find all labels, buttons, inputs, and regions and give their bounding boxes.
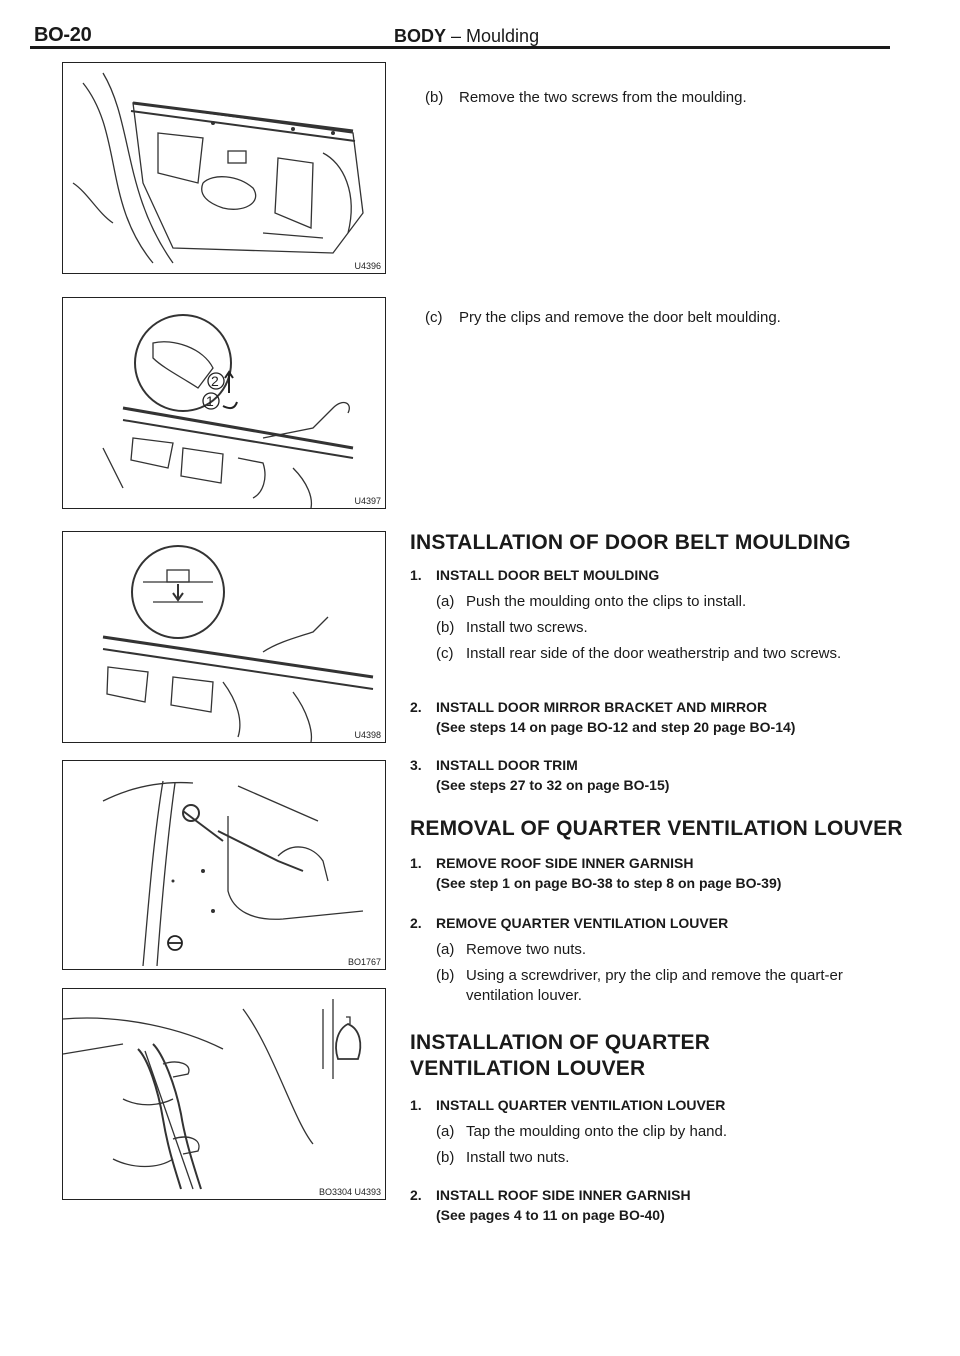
pry-clips-illustration: [63, 298, 386, 509]
figure-code: U4397: [354, 496, 381, 506]
door-moulding-illustration: [63, 63, 386, 274]
page-number: BO-20: [34, 24, 92, 46]
substep-text: Install two screws.: [466, 619, 588, 636]
step-title: REMOVE QUARTER VENTILATION LOUVER: [436, 915, 729, 931]
substep-label: (b): [436, 967, 455, 984]
figure-code: U4396: [354, 261, 381, 271]
section-heading: INSTALLATION OF QUARTER VENTILATION LOUVER: [410, 1031, 711, 1080]
step-number: 1.: [410, 855, 422, 871]
section-name: BODY: [394, 26, 447, 46]
callout-2: 2: [211, 373, 219, 389]
step-number: 1.: [410, 1097, 422, 1113]
page-title: [394, 26, 539, 47]
substep-label: (a): [436, 941, 455, 958]
substep-text: Tap the moulding onto the clip by hand.: [466, 1123, 728, 1140]
step-title: INSTALL DOOR BELT MOULDING: [436, 567, 660, 583]
push-moulding-illustration: [63, 532, 386, 743]
step-title: INSTALL DOOR MIRROR BRACKET AND MIRROR: [436, 699, 768, 715]
figure-code: U4398: [354, 730, 381, 740]
substep-text: Install two nuts.: [466, 1149, 570, 1166]
section-heading: REMOVAL OF QUARTER VENTILATION LOUVER: [410, 817, 903, 840]
louver-install-illustration: [63, 989, 386, 1200]
figure-code: BO1767: [347, 957, 381, 967]
step-text: Remove the two screws from the moulding.: [459, 89, 747, 106]
step-reference: (See step 1 on page BO-38 to step 8 on page BO-39): [436, 875, 782, 891]
step-text: Pry the clips and remove the door belt moulding.: [459, 309, 781, 326]
step-number: 1.: [410, 567, 422, 583]
step-number: 2.: [410, 699, 422, 715]
substep-label: (a): [436, 593, 455, 610]
step-reference: (See pages 4 to 11 on page BO-40): [436, 1207, 665, 1223]
substep-text: Install rear side of the door weatherstrip and two screws.: [466, 645, 842, 662]
section-heading: INSTALLATION OF DOOR BELT MOULDING: [410, 531, 851, 554]
callout-1: 1: [206, 393, 214, 409]
subsection-name: Moulding: [466, 26, 540, 46]
step-title: INSTALL ROOF SIDE INNER GARNISH: [436, 1187, 691, 1203]
step-title: INSTALL DOOR TRIM: [436, 757, 578, 773]
step-title: INSTALL QUARTER VENTILATION LOUVER: [436, 1097, 726, 1113]
step-number: 2.: [410, 1187, 422, 1203]
substep-text: Push the moulding onto the clips to install.: [466, 593, 747, 610]
figure-door-moulding-screws: [62, 62, 386, 274]
substep-label: (b): [436, 619, 455, 636]
step-label: (b): [425, 89, 444, 106]
figure-code: BO3304 U4393: [318, 1187, 381, 1197]
step-label: (c): [425, 309, 443, 326]
louver-screwdriver-illustration: [63, 761, 386, 970]
figure-louver-screwdriver: [62, 760, 386, 970]
header-rule: [30, 46, 890, 49]
step-number: 3.: [410, 757, 422, 773]
step-reference: (See steps 27 to 32 on page BO-15): [436, 777, 670, 793]
step-number: 2.: [410, 915, 422, 931]
substep-text: Remove two nuts.: [466, 941, 587, 958]
title-separator: –: [446, 26, 467, 46]
figure-pry-clips: [62, 297, 386, 509]
substep-text: Using a screwdriver, pry the clip and remove the quart-er ventilation louver.: [466, 967, 843, 1004]
substep-label: (b): [436, 1149, 455, 1166]
substep-label: (a): [436, 1123, 455, 1140]
substep-label: (c): [436, 645, 454, 662]
step-title: REMOVE ROOF SIDE INNER GARNISH: [436, 855, 694, 871]
step-reference: (See steps 14 on page BO-12 and step 20 page BO-14): [436, 719, 796, 735]
figure-louver-install: [62, 988, 386, 1200]
figure-push-moulding: [62, 531, 386, 743]
